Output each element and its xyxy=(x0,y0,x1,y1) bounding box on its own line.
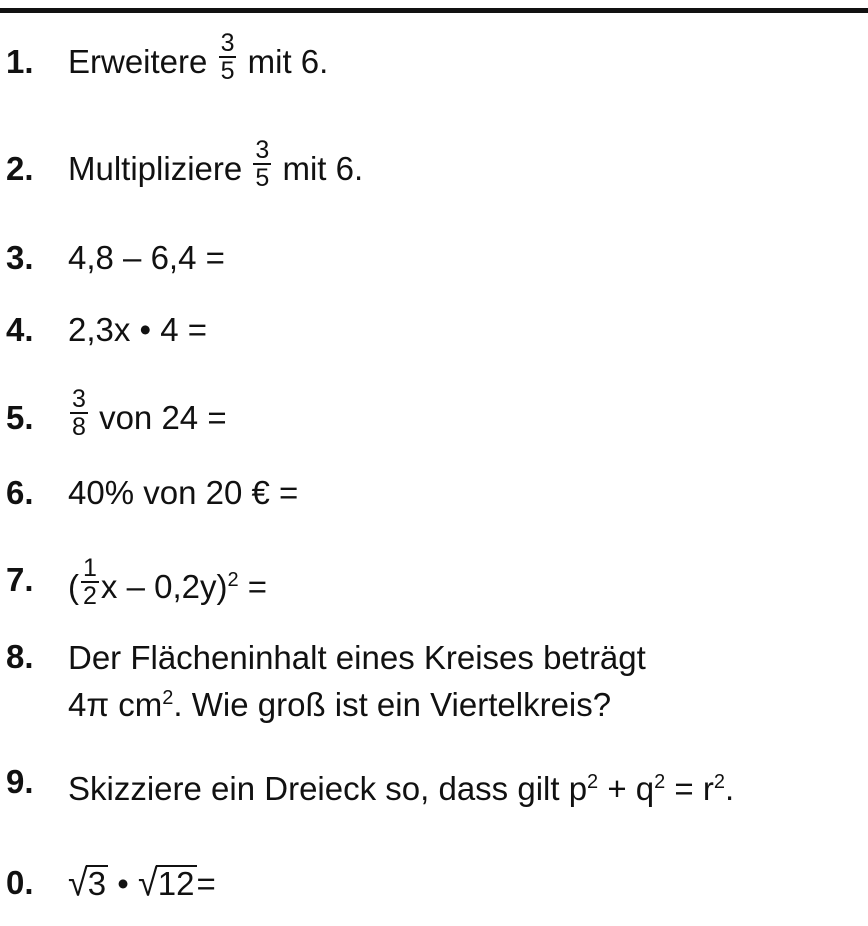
superscript: 2 xyxy=(713,771,725,793)
square-root xyxy=(138,860,196,904)
task-body xyxy=(68,385,227,442)
task-body xyxy=(68,29,329,86)
fraction-denominator: 2 xyxy=(83,582,97,611)
task-text: + q xyxy=(598,770,655,807)
radicand: 12 xyxy=(157,865,195,902)
superscript: 2 xyxy=(587,771,599,793)
square-root xyxy=(68,860,108,904)
task-line-1: Der Flächeninhalt eines Kreises beträgt xyxy=(68,639,646,676)
superscript: 2 xyxy=(162,687,174,709)
task-text: = r xyxy=(665,770,714,807)
task-text: 4,8 – 6,4 = xyxy=(68,239,225,276)
task-text: mit 6. xyxy=(247,43,329,80)
task-text: = xyxy=(238,568,268,605)
task-text: . Wie groß ist ein Viertelkreis? xyxy=(173,686,612,723)
fraction-numerator: 3 xyxy=(220,29,235,58)
task-text: Erweitere xyxy=(68,43,208,80)
task-text: Multipliziere xyxy=(68,150,243,187)
task-body xyxy=(68,860,216,904)
task-text: 40% von 20 € = xyxy=(68,474,299,511)
task-number: 9. xyxy=(6,763,34,800)
task-number: 1. xyxy=(6,43,34,80)
superscript: 2 xyxy=(654,771,666,793)
task-text: Skizziere ein Dreieck so, dass gilt p xyxy=(68,770,588,807)
fraction xyxy=(70,385,88,442)
task-number: 0. xyxy=(6,864,34,901)
task-text: ( xyxy=(68,568,79,605)
task-text: 2,3x • 4 = xyxy=(68,311,208,348)
fraction-numerator: 1 xyxy=(83,554,97,583)
task-number: 8. xyxy=(6,638,34,675)
task-number: 4. xyxy=(6,311,34,348)
task-line-2 xyxy=(68,686,611,723)
fraction xyxy=(253,136,271,193)
task-number: 3. xyxy=(6,239,34,276)
task-text: von 24 = xyxy=(99,399,227,436)
task-number: 2. xyxy=(6,150,34,187)
task-number: 5. xyxy=(6,399,34,436)
superscript: 2 xyxy=(227,569,239,591)
radical-sign-icon: √ xyxy=(138,860,158,904)
task-body xyxy=(68,554,268,611)
fraction-denominator: 5 xyxy=(255,164,270,193)
task-number: 7. xyxy=(6,561,34,598)
fraction xyxy=(219,29,237,86)
task-body xyxy=(68,136,364,193)
radicand: 3 xyxy=(87,865,107,902)
task-body xyxy=(68,638,646,725)
task-text: . xyxy=(725,770,735,807)
task-text: = xyxy=(196,865,216,902)
task-text: x – 0,2y) xyxy=(100,568,228,605)
fraction-denominator: 5 xyxy=(220,57,235,86)
multiplication-dot: • xyxy=(117,865,129,902)
task-number: 6. xyxy=(6,474,34,511)
fraction-numerator: 3 xyxy=(72,385,86,414)
task-text: mit 6. xyxy=(282,150,364,187)
fraction-numerator: 3 xyxy=(255,136,270,165)
radical-sign-icon: √ xyxy=(68,860,88,904)
task-text: 4π cm xyxy=(68,686,163,723)
fraction xyxy=(81,554,99,611)
top-rule xyxy=(0,8,868,13)
fraction-denominator: 8 xyxy=(72,413,86,442)
task-body xyxy=(68,763,734,808)
